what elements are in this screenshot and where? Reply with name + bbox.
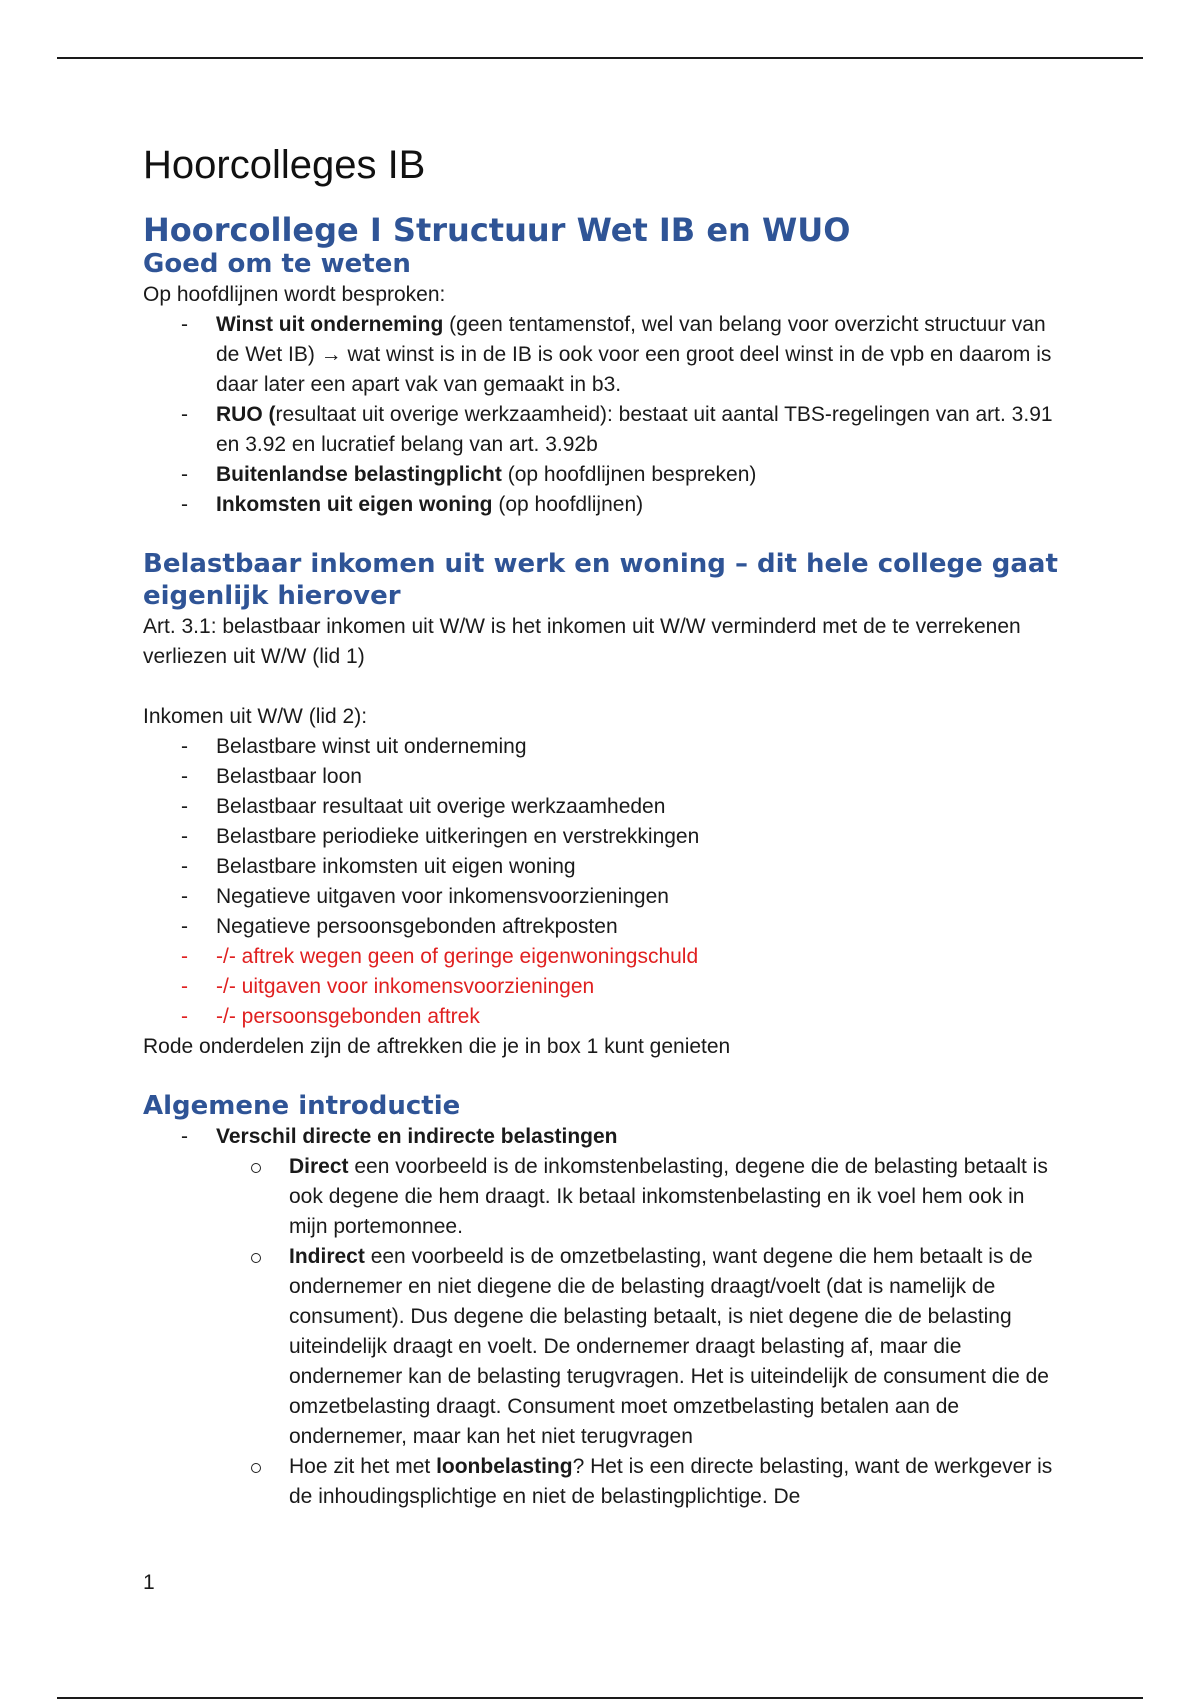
sub-list-item: Direct een voorbeeld is de inkomstenbelasting, degene die de belasting betaalt is ook degene die hem draagt. Ik betaal inkomstenbelasting en ik voel hem ook in mijn portemonnee. bbox=[216, 1152, 1063, 1242]
list-item: - Belastbare winst uit onderneming bbox=[143, 732, 1063, 762]
top-rule bbox=[57, 57, 1143, 59]
bottom-rule bbox=[57, 1697, 1143, 1699]
subheading-goed-om-te-weten: Goed om te weten bbox=[143, 249, 411, 279]
income-list bbox=[143, 732, 1063, 1032]
subheading-belastbaar-inkomen: Belastbaar inkomen uit werk en woning – dit hele college gaat eigenlijk hierover bbox=[143, 549, 1058, 611]
list-item: - Inkomsten uit eigen woning (op hoofdlijnen) bbox=[143, 490, 1063, 520]
topics-list bbox=[143, 310, 1063, 520]
list-item: - Belastbaar resultaat uit overige werkzaamheden bbox=[143, 792, 1063, 822]
list-item: - Winst uit onderneming (geen tentamenstof, wel van belang voor overzicht structuur van de Wet IB) → wat winst is in de IB is ook voor een groot deel winst in de vpb en daarom is daar later een apart vak van gemaakt in b3. bbox=[143, 310, 1063, 400]
intro-list bbox=[143, 1122, 1063, 1512]
income-list-intro: Inkomen uit W/W (lid 2): bbox=[143, 705, 368, 728]
document-title: Hoorcolleges IB bbox=[143, 143, 426, 187]
list-item: - Belastbare inkomsten uit eigen woning bbox=[143, 852, 1063, 882]
red-list-item: - -/- persoonsgebonden aftrek bbox=[143, 1002, 1063, 1032]
list-item: - Belastbare periodieke uitkeringen en verstrekkingen bbox=[143, 822, 1063, 852]
section-heading-structuur: Hoorcollege I Structuur Wet IB en WUO bbox=[143, 211, 851, 249]
red-list-item: - -/- uitgaven voor inkomensvoorzieningen bbox=[143, 972, 1063, 1002]
list-item: - RUO (resultaat uit overige werkzaamheid): bestaat uit aantal TBS-regelingen van art. 3.91 en 3.92 en lucratief belang van art. 3.92b bbox=[143, 400, 1063, 460]
sub-list-item: Indirect een voorbeeld is de omzetbelasting, want degene die hem betaalt is de ondernemer en niet diegene die de belasting draagt/voelt (dat is namelijk de consument). Dus degene die belasting betaalt, is niet degene die de belasting uiteindelijk draagt en voelt. De ondernemer draagt belasting af, maar die ondernemer kan de belasting terugvragen. Het is uiteindelijk de consument die de omzetbelasting draagt. Consument moet omzetbelasting betalen aan de ondernemer, maar kan het niet terugvragen bbox=[216, 1242, 1063, 1452]
list-item: - Buitenlandse belastingplicht (op hoofdlijnen bespreken) bbox=[143, 460, 1063, 490]
sub-list bbox=[216, 1152, 1063, 1512]
sub-list-item: Hoe zit het met loonbelasting? Het is een directe belasting, want de werkgever is de inhoudingsplichtige en niet de belastingplichtige. De bbox=[216, 1452, 1063, 1512]
article-paragraph: Art. 3.1: belastbaar inkomen uit W/W is het inkomen uit W/W verminderd met de te verrekenen verliezen uit W/W (lid 1) bbox=[143, 615, 1021, 668]
document-page bbox=[143, 136, 1063, 1512]
page-number: 1 bbox=[143, 1571, 155, 1594]
list-item: - Verschil directe en indirecte belastingen Direct een voorbeeld is de inkomstenbelasting, degene die de belasting betaalt is ook degene die hem draagt. Ik betaal inkomstenbelasting en ik voel hem ook in mijn portemonnee. Indirect een voorbeeld is de omzetbelasting, want degene die hem betaalt is de ondernemer en niet diegene die de belasting draagt/voelt (dat is namelijk de consument). Dus degene die belasting betaalt, is niet degene die de belasting uiteindelijk draagt en voelt. De ondernemer draagt belasting af, maar die ondernemer kan de belasting terugvragen. Het is uiteindelijk de consument die de omzetbelasting draagt. Consument moet omzetbelasting betalen aan de ondernemer, maar kan het niet terugvragen Hoe zit het met loonbelasting? Het is een directe belasting, want de werkgever is de inhoudingsplichtige en niet de belastingplichtige. De bbox=[143, 1122, 1063, 1512]
list-item: - Belastbaar loon bbox=[143, 762, 1063, 792]
red-items-note: Rode onderdelen zijn de aftrekken die je in box 1 kunt genieten bbox=[143, 1035, 731, 1058]
list-item: - Negatieve persoonsgebonden aftrekposten bbox=[143, 912, 1063, 942]
list-item: - Negatieve uitgaven voor inkomensvoorzieningen bbox=[143, 882, 1063, 912]
intro-text: Op hoofdlijnen wordt besproken: bbox=[143, 283, 446, 306]
red-list-item: - -/- aftrek wegen geen of geringe eigenwoningschuld bbox=[143, 942, 1063, 972]
subheading-algemene-introductie: Algemene introductie bbox=[143, 1091, 461, 1121]
